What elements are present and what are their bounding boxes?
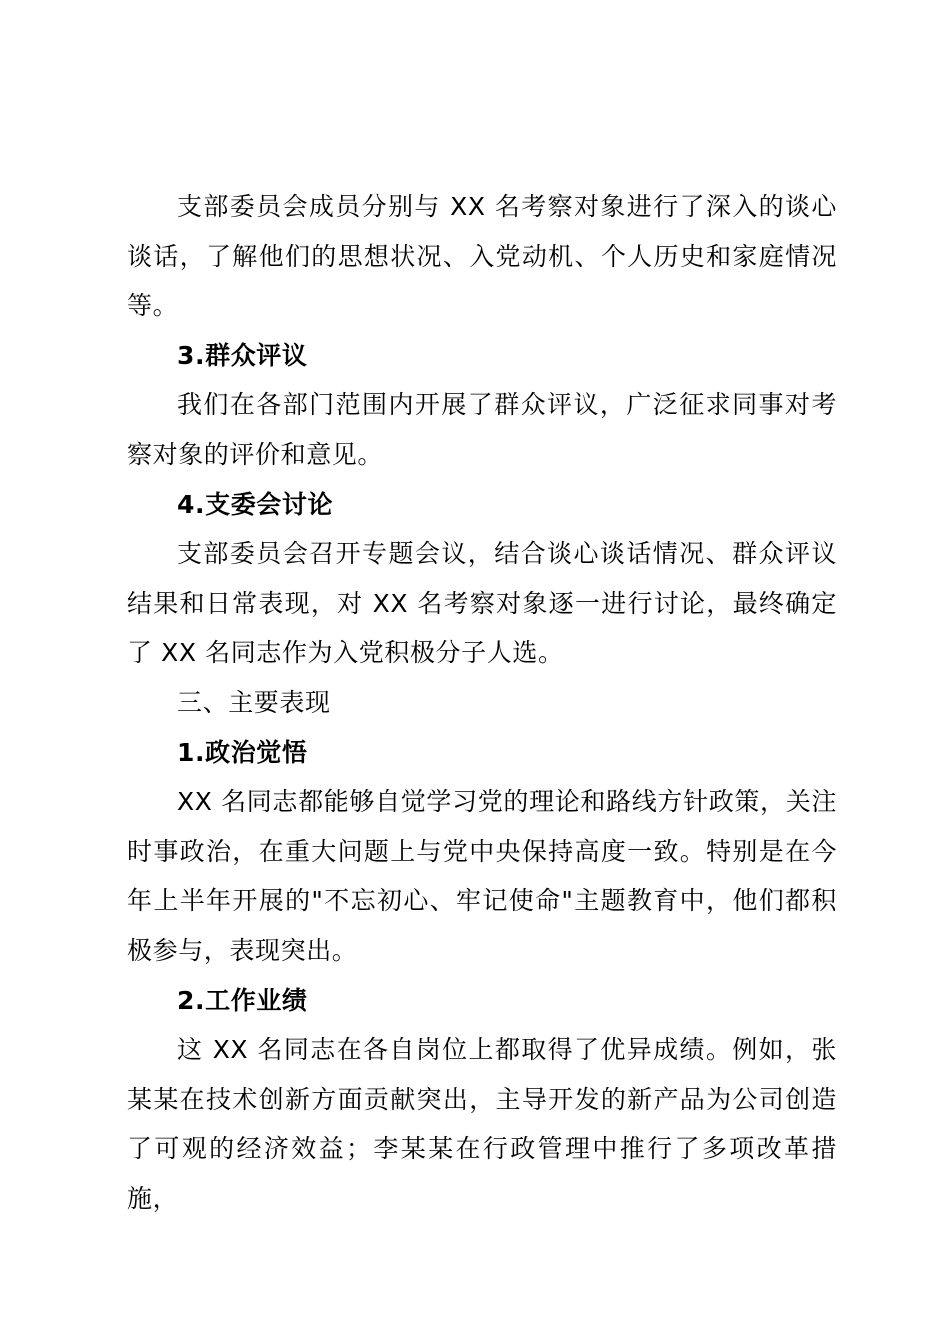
body-paragraph-mass-review: 我们在各部门范围内开展了群众评议，广泛征求同事对考察对象的评价和意见。 [127,390,837,469]
heading-mass-review: 3.群众评议 [177,340,308,370]
body-paragraph-committee-discussion: 支部委员会召开专题会议，结合谈心谈话情况、群众评议结果和日常表现，对 XX 名考察对象逐一进行讨论，最终确定了 XX 名同志作为入党积极分子人选。 [127,539,837,668]
body-paragraph-talks: 支部委员会成员分别与 XX 名考察对象进行了深入的谈心谈话，了解他们的思想状况、入党动机、个人历史和家庭情况等。 [127,192,837,321]
body-paragraph-political-awareness: XX 名同志都能够自觉学习党的理论和路线方针政策，关注时事政治，在重大问题上与党中央保持高度一致。特别是在今年上半年开展的"不忘初心、牢记使命"主题教育中，他们都积极参与，表现突出。 [127,787,837,965]
body-paragraph-work-performance: 这 XX 名同志在各自岗位上都取得了优异成绩。例如，张某某在技术创新方面贡献突出，主导开发的新产品为公司创造了可观的经济效益；李某某在行政管理中推行了多项改革措施， [127,1035,837,1213]
section-title-main-performance: 三、主要表现 [177,687,331,717]
document-body [127,182,837,1223]
heading-work-performance: 2.工作业绩 [177,985,308,1015]
heading-committee-discussion: 4.支委会讨论 [177,489,334,519]
heading-political-awareness: 1.政治觉悟 [177,737,308,767]
